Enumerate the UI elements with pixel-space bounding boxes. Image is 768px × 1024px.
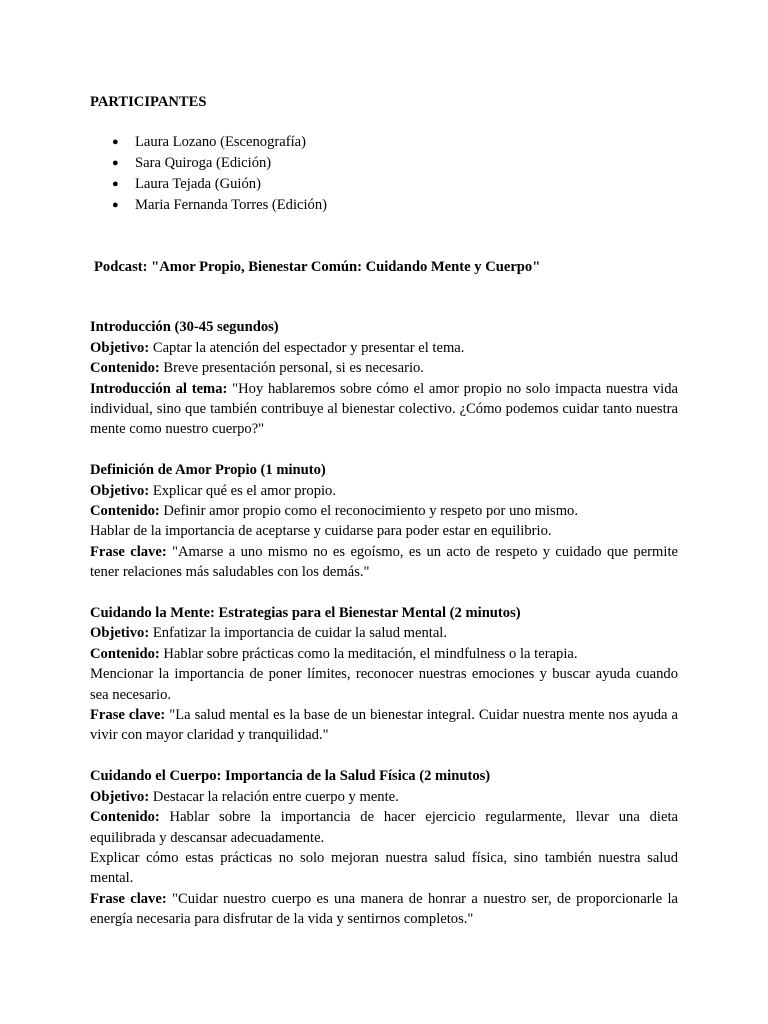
line-label: Contenido: xyxy=(90,503,160,520)
bullet-icon: ● xyxy=(112,178,119,190)
segment-heading: Cuidando el Cuerpo: Importancia de la Salud Física (2 minutos) xyxy=(90,768,491,785)
segment-line xyxy=(90,481,678,501)
line-text: Breve presentación personal, si es necesario. xyxy=(159,360,424,377)
bullet-icon: ● xyxy=(112,157,119,170)
line-text: "Cuidar nuestro cuerpo es una manera de honrar a nuestro ser, de proporcionarle la energía necesaria para disfrutar de la vida y sentirnos completos." xyxy=(90,890,678,928)
segment-line xyxy=(90,338,678,358)
line-text: Destacar la relación entre cuerpo y mente. xyxy=(149,788,399,805)
line-label: Contenido: xyxy=(90,809,160,826)
segment-cuidando-cuerpo xyxy=(90,766,678,929)
line-label: Frase clave: xyxy=(90,543,167,560)
segment-introduccion xyxy=(90,317,678,439)
participant-item xyxy=(90,153,678,174)
segment-line xyxy=(90,379,678,440)
segment-line xyxy=(90,358,678,378)
participant-item xyxy=(90,174,678,195)
line-text: Enfatizar la importancia de cuidar la salud mental. xyxy=(149,625,448,642)
participant-name: Sara Quiroga (Edición) xyxy=(135,155,272,172)
segment-definicion xyxy=(90,460,678,582)
line-text: Mencionar la importancia de poner límites, reconocer nuestras emociones y buscar ayuda cuando sea necesario. xyxy=(90,666,678,703)
document-content xyxy=(90,92,678,930)
line-text: Hablar de la importancia de aceptarse y cuidarse para poder estar en equilibrio. xyxy=(90,523,552,540)
line-label: Objetivo: xyxy=(90,482,150,499)
participant-item xyxy=(90,132,678,153)
line-label: Objetivo: xyxy=(90,625,150,642)
participants-list xyxy=(90,132,678,215)
line-label: Contenido: xyxy=(90,360,160,377)
line-text: Definir amor propio como el reconocimiento y respeto por uno mismo. xyxy=(159,503,578,520)
segment-cuidando-mente xyxy=(90,603,678,746)
line-label: Introducción al tema: xyxy=(90,380,228,397)
segment-line xyxy=(90,848,678,889)
segment-line xyxy=(90,787,678,807)
participant-name: Laura Lozano (Escenografía) xyxy=(135,134,306,151)
line-label: Frase clave: xyxy=(90,890,167,907)
line-text: Captar la atención del espectador y presentar el tema. xyxy=(149,339,465,356)
segment-heading: Definición de Amor Propio (1 minuto) xyxy=(90,462,326,479)
segment-line xyxy=(90,623,678,643)
segment-heading: Cuidando la Mente: Estrategias para el Bienestar Mental (2 minutos) xyxy=(90,605,521,622)
segment-heading: Introducción (30-45 segundos) xyxy=(90,319,279,336)
participants-heading: PARTICIPANTES xyxy=(90,94,207,110)
line-text: Hablar sobre prácticas como la meditación, el mindfulness o la terapia. xyxy=(159,645,578,662)
segment-line xyxy=(90,889,678,930)
line-text: Explicar qué es el amor propio. xyxy=(149,482,337,499)
line-text: "Hoy hablaremos sobre cómo el amor propio no solo impacta nuestra vida individual, sino que también contribuye al bienestar colectivo. ¿Cómo podemos cuidar tanto nuestra mente como nuestro cuerpo?" xyxy=(90,380,679,438)
segment-line xyxy=(90,705,678,746)
segment-line xyxy=(90,542,678,583)
segment-line xyxy=(90,521,678,541)
segment-line xyxy=(90,664,678,705)
line-text: Hablar sobre la importancia de hacer ejercicio regularmente, llevar una dieta equilibrada y descansar adecuadamente. xyxy=(90,809,678,846)
segment-line xyxy=(90,807,678,848)
line-label: Contenido: xyxy=(90,645,160,662)
participant-name: Maria Fernanda Torres (Edición) xyxy=(135,196,328,213)
line-text: "Amarse a uno mismo no es egoísmo, es un acto de respeto y cuidado que permite tener relaciones más saludables con los demás." xyxy=(90,543,678,581)
line-label: Objetivo: xyxy=(90,339,150,356)
line-label: Frase clave: xyxy=(90,707,166,724)
line-text: "La salud mental es la base de un bienestar integral. Cuidar nuestra mente nos ayuda a vivir con mayor claridad y tranquilidad." xyxy=(90,707,678,744)
segment-line xyxy=(90,644,678,664)
participant-name: Laura Tejada (Guión) xyxy=(135,176,261,192)
participant-item xyxy=(90,195,678,216)
segment-line xyxy=(90,501,678,521)
line-label: Objetivo: xyxy=(90,788,150,805)
line-text: Explicar cómo estas prácticas no solo mejoran nuestra salud física, sino también nuestra salud mental. xyxy=(90,849,678,887)
bullet-icon: ● xyxy=(112,136,119,149)
podcast-title: Podcast: "Amor Propio, Bienestar Común: Cuidando Mente y Cuerpo" xyxy=(94,258,541,275)
bullet-icon: ● xyxy=(112,198,119,211)
